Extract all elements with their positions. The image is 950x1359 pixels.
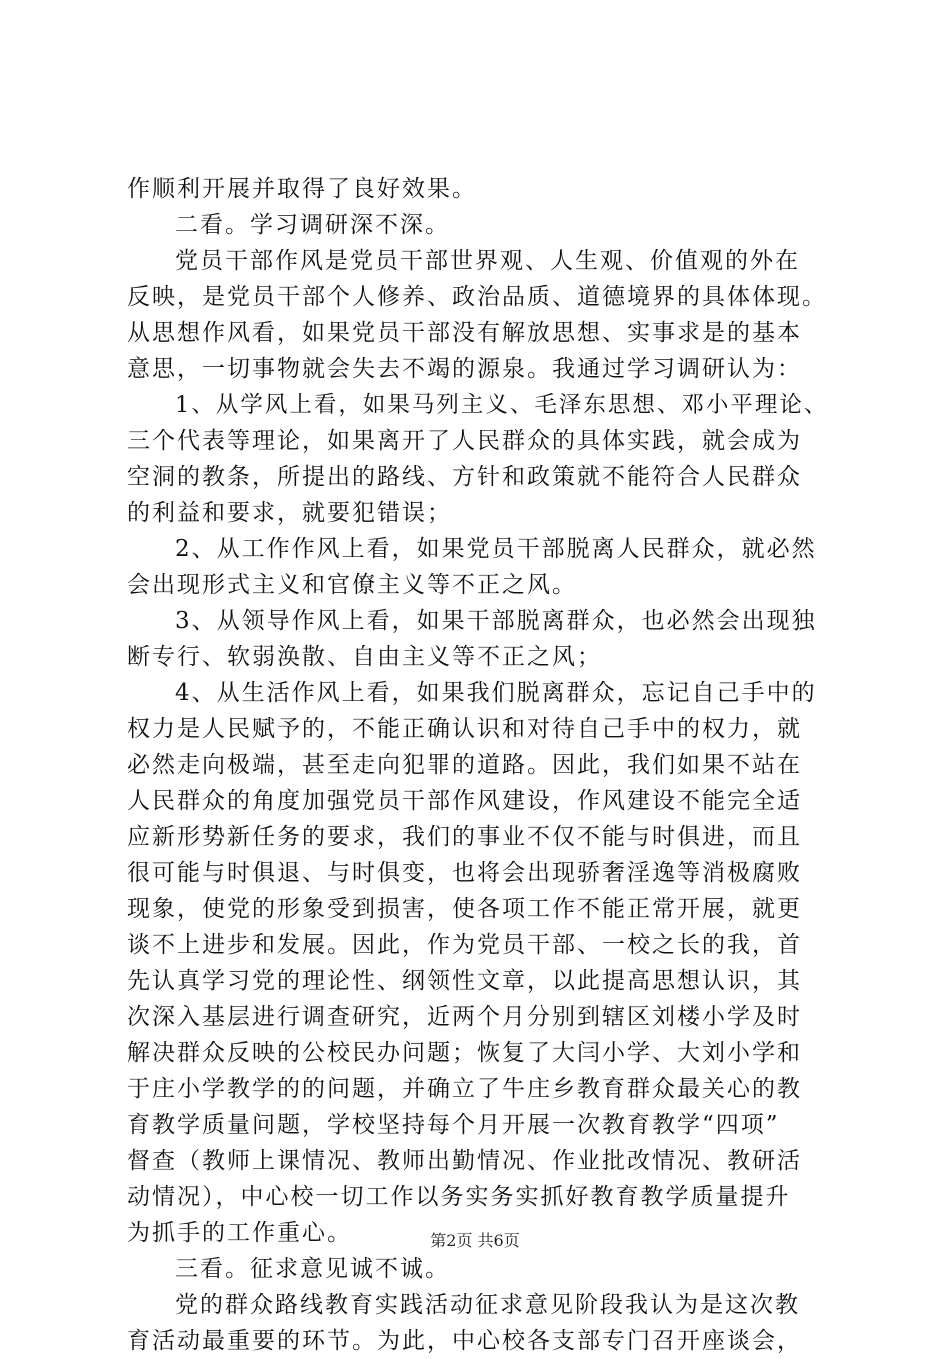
text-line: 作顺利开展并取得了良好效果。 <box>127 176 477 202</box>
text-line: 先认真学习党的理论性、纲领性文章，以此提高思想认识，其 <box>127 968 802 994</box>
text-line: 谈不上进步和发展。因此，作为党员干部、一校之长的我，首 <box>127 932 802 958</box>
text-line: 意思，一切事物就会失去不竭的源泉。我通过学习调研认为： <box>127 356 802 382</box>
text-line: 次深入基层进行调查研究，近两个月分别到辖区刘楼小学及时 <box>127 1004 802 1030</box>
text-line: 1、从学风上看，如果马列主义、毛泽东思想、邓小平理论、 <box>175 392 829 418</box>
text-line: 为抓手的工作重心。 <box>127 1220 352 1246</box>
text-line: 空洞的教条，所提出的路线、方针和政策就不能符合人民群众 <box>127 464 802 490</box>
text-line: 很可能与时俱退、与时俱变，也将会出现骄奢淫逸等消极腐败 <box>127 860 802 886</box>
text-line: 应新形势新任务的要求，我们的事业不仅不能与时俱进，而且 <box>127 824 802 850</box>
text-line: 于庄小学教学的的问题，并确立了牛庄乡教育群众最关心的教 <box>127 1076 802 1102</box>
text-line: 会出现形式主义和官僚主义等不正之风。 <box>127 572 577 598</box>
text-line: 从思想作风看，如果党员干部没有解放思想、实事求是的基本 <box>127 320 802 346</box>
text-line: 3、从领导作风上看，如果干部脱离群众，也必然会出现独 <box>175 608 817 634</box>
text-line: 三看。征求意见诚不诚。 <box>175 1256 450 1282</box>
text-line: 的利益和要求，就要犯错误； <box>127 500 452 526</box>
text-line: 必然走向极端，甚至走向犯罪的道路。因此，我们如果不站在 <box>127 752 802 778</box>
text-line: 督查（教师上课情况、教师出勤情况、作业批改情况、教研活 <box>127 1148 802 1174</box>
text-line: 解决群众反映的公校民办问题；恢复了大闫小学、大刘小学和 <box>127 1040 802 1066</box>
text-line: 二看。学习调研深不深。 <box>175 212 450 238</box>
text-line: 反映，是党员干部个人修养、政治品质、道德境界的具体体现。 <box>127 284 827 310</box>
text-line: 人民群众的角度加强党员干部作风建设，作风建设不能完全适 <box>127 788 802 814</box>
document-body <box>127 171 837 1359</box>
text-line: 育教学质量问题，学校坚持每个月开展一次教育教学“四项” <box>127 1112 780 1138</box>
text-line: 育活动最重要的环节。为此，中心校各支部专门召开座谈会， <box>127 1328 802 1354</box>
text-line: 党员干部作风是党员干部世界观、人生观、价值观的外在 <box>175 248 800 274</box>
text-line: 现象，使党的形象受到损害，使各项工作不能正常开展，就更 <box>127 896 802 922</box>
text-line: 断专行、软弱涣散、自由主义等不正之风； <box>127 644 602 670</box>
text-line: 权力是人民赋予的，不能正确认识和对待自己手中的权力，就 <box>127 716 802 742</box>
text-line: 4、从生活作风上看，如果我们脱离群众，忘记自己手中的 <box>175 680 817 706</box>
text-line: 三个代表等理论，如果离开了人民群众的具体实践，就会成为 <box>127 428 802 454</box>
text-line: 2、从工作作风上看，如果党员干部脱离人民群众，就必然 <box>175 536 817 562</box>
text-line: 动情况），中心校一切工作以务实务实抓好教育教学质量提升 <box>127 1184 791 1210</box>
page-footer: 第2页 共6页 <box>430 1231 520 1250</box>
text-line: 党的群众路线教育实践活动征求意见阶段我认为是这次教 <box>175 1292 800 1318</box>
